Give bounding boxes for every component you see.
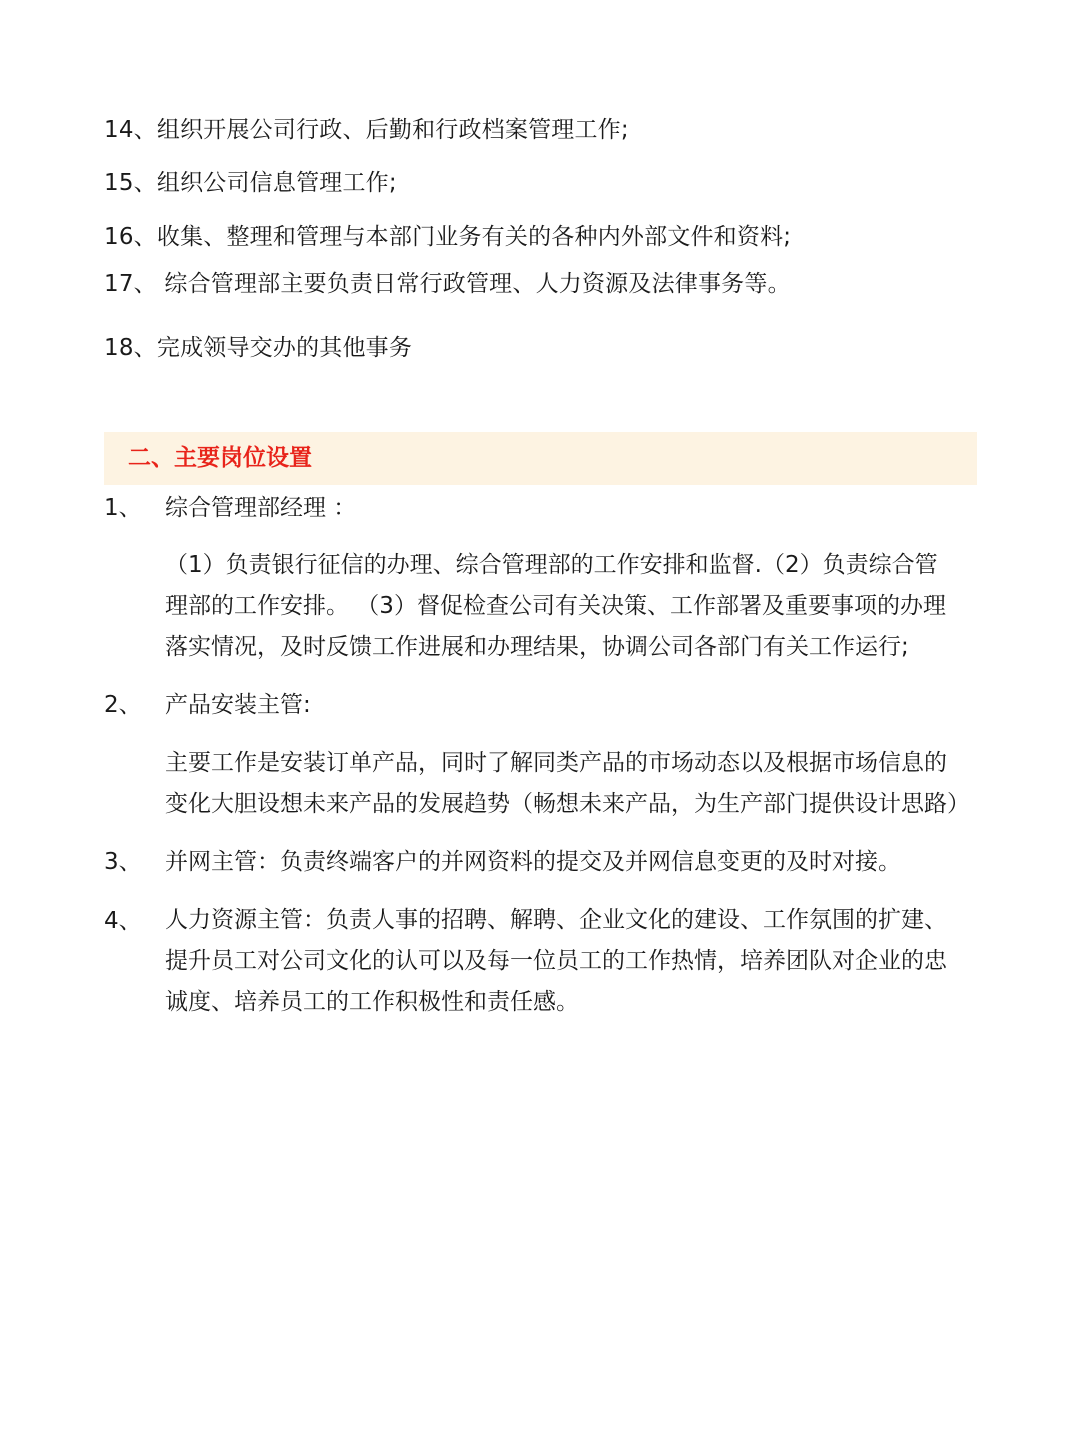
role-number: 4、 (104, 908, 142, 934)
role-description (165, 743, 980, 825)
role-number: 2、 (104, 692, 142, 718)
role-description (165, 900, 980, 1023)
role-description-line: 提升员工对公司文化的认可以及每一位员工的工作热情，培养团队对企业的忠 (165, 948, 947, 974)
duty-item-14: 14、组织开展公司行政、后勤和行政档案管理工作; (104, 117, 629, 143)
role-number: 3、 (104, 849, 142, 875)
role-description-line: 变化大胆设想未来产品的发展趋势（畅想未来产品，为生产部门提供设计思路） (165, 791, 970, 817)
role-number: 1、 (104, 495, 142, 521)
duty-item-16: 16、收集、整理和管理与本部门业务有关的各种内外部文件和资料; (104, 224, 792, 250)
role-title: 人力资源主管：负责人事的招聘、解聘、企业文化的建设、工作氛围的扩建、 (165, 907, 947, 933)
role-description-line: 主要工作是安装订单产品，同时了解同类产品的市场动态以及根据市场信息的 (165, 750, 947, 776)
role-description (165, 545, 980, 668)
role-title: 并网主管：负责终端客户的并网资料的提交及并网信息变更的及时对接。 (165, 849, 901, 875)
role-description-line: 理部的工作安排。 （3）督促检查公司有关决策、工作部署及重要事项的办理 (165, 593, 946, 619)
duty-item-15: 15、组织公司信息管理工作; (104, 170, 397, 196)
section-header (104, 432, 977, 485)
role-title: 综合管理部经理 ： (165, 495, 357, 521)
role-description-line: （1）负责银行征信的办理、综合管理部的工作安排和监督.（2）负责综合管 (165, 552, 938, 578)
role-description-line: 诚度、培养员工的工作积极性和责任感。 (165, 989, 579, 1015)
section-title: 二、主要岗位设置 (128, 445, 312, 471)
role-title: 产品安装主管: (165, 692, 311, 718)
duty-item-17: 17、 综合管理部主要负责日常行政管理、人力资源及法律事务等。 (104, 271, 791, 297)
duty-item-18: 18、完成领导交办的其他事务 (104, 335, 413, 361)
role-description-line: 落实情况，及时反馈工作进展和办理结果，协调公司各部门有关工作运行; (165, 634, 909, 660)
